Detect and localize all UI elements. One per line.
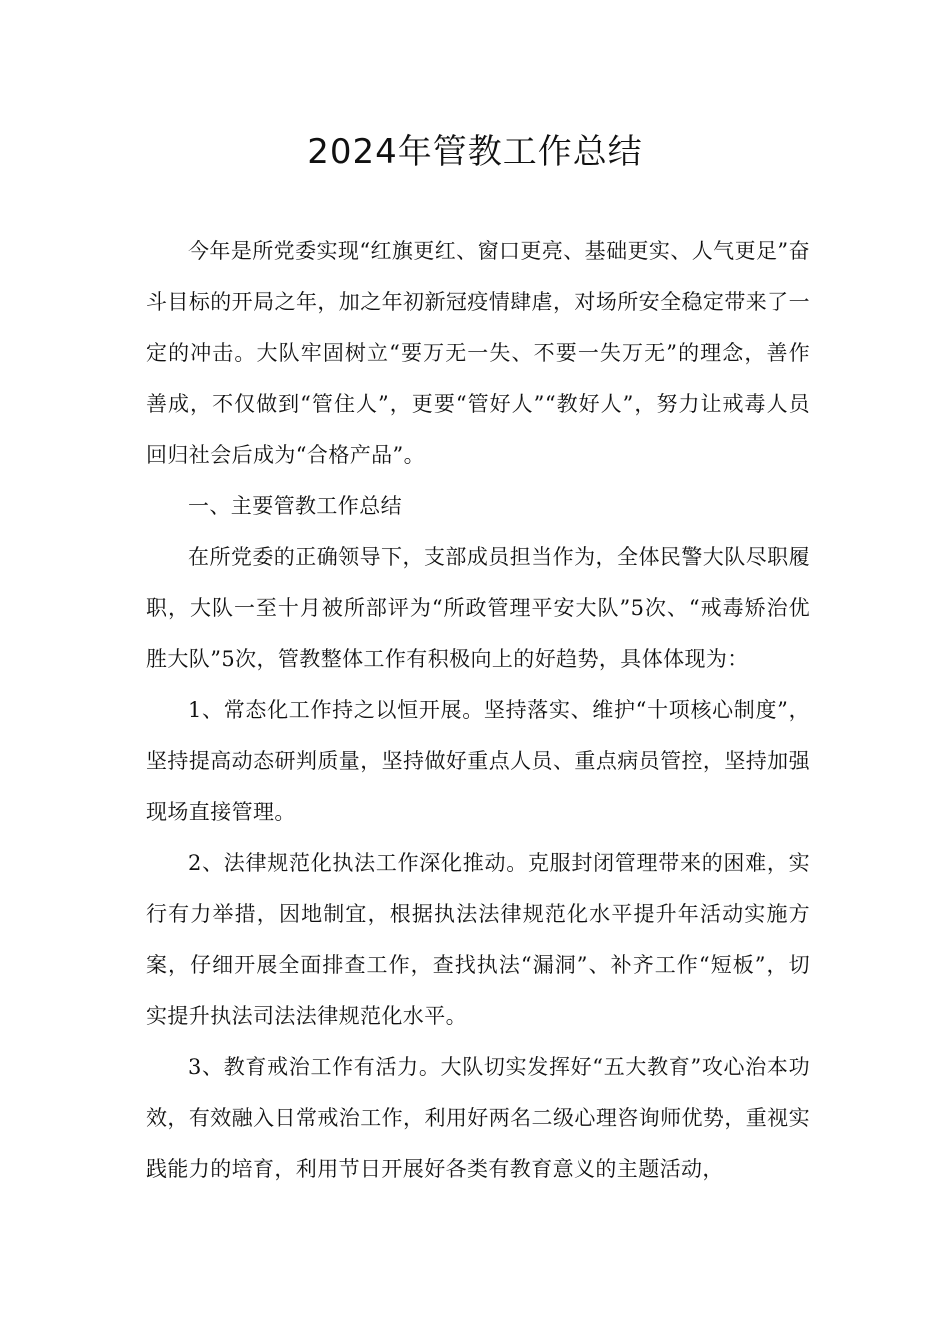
document-body — [146, 226, 810, 1195]
overview-paragraph: 在所党委的正确领导下，支部成员担当作为，全体民警大队尽职履职，大队一至十月被所部评为“所政管理平安大队”5次、“戒毒矫治优胜大队”5次，管教整体工作有积极向上的好趋势，具体体现为： — [146, 545, 810, 671]
item-paragraph-1: 1、常态化工作持之以恒开展。坚持落实、维护“十项核心制度”，坚持提高动态研判质量，坚持做好重点人员、重点病员管控，坚持加强现场直接管理。 — [146, 698, 810, 824]
intro-paragraph: 今年是所党委实现“红旗更红、窗口更亮、基础更实、人气更足”奋斗目标的开局之年，加之年初新冠疫情肆虐，对场所安全稳定带来了一定的冲击。大队牢固树立“要万无一失、不要一失万无”的理念，善作善成，不仅做到“管住人”，更要“管好人”“教好人”，努力让戒毒人员回归社会后成为“合格产品”。 — [146, 239, 810, 467]
item-paragraph-2: 2、法律规范化执法工作深化推动。克服封闭管理带来的困难，实行有力举措，因地制宜，根据执法法律规范化水平提升年活动实施方案，仔细开展全面排查工作，查找执法“漏洞”、补齐工作“短板”，切实提升执法司法法律规范化水平。 — [146, 851, 810, 1028]
document-title: 2024年管教工作总结 — [307, 132, 643, 172]
item-paragraph-3: 3、教育戒治工作有活力。大队切实发挥好“五大教育”攻心治本功效，有效融入日常戒治工作，利用好两名二级心理咨询师优势，重视实践能力的培育，利用节日开展好各类有教育意义的主题活动， — [146, 1055, 810, 1181]
section-heading-main-work: 一、主要管教工作总结 — [188, 494, 402, 518]
